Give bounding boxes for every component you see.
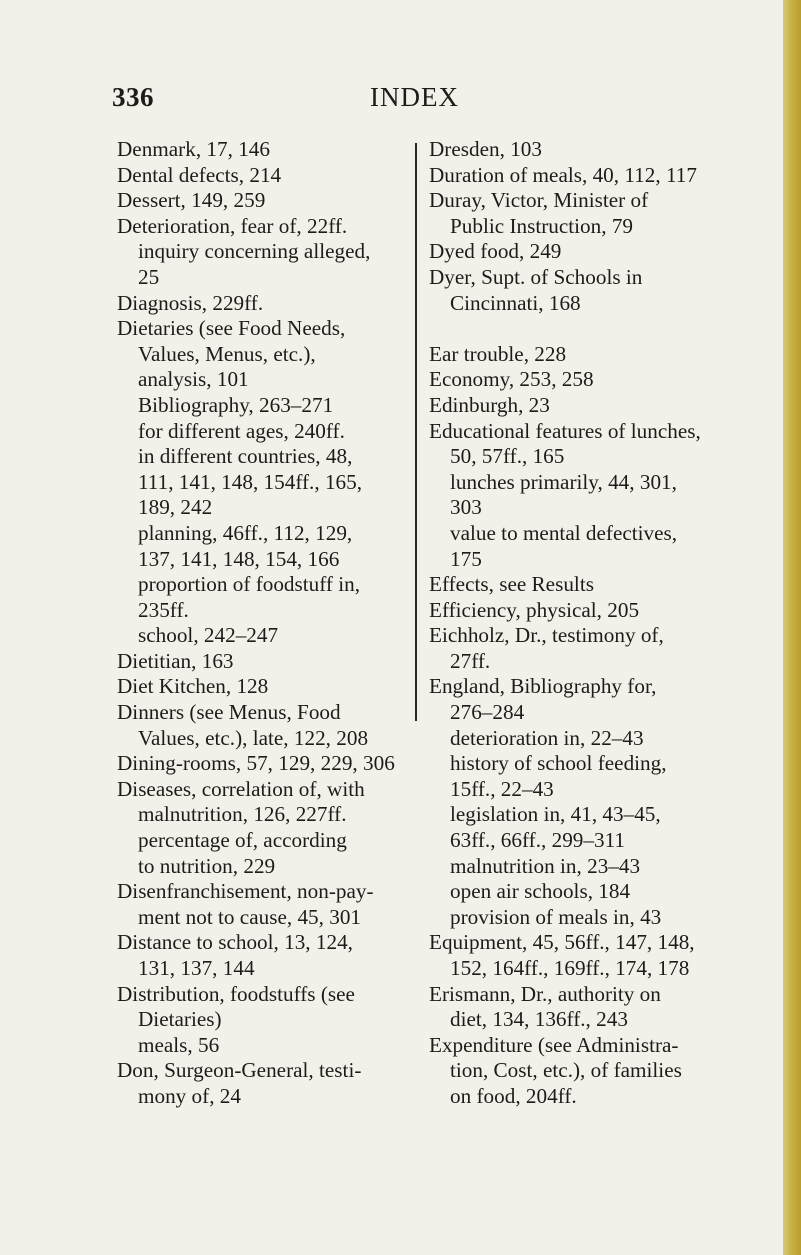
index-column-left — [117, 137, 400, 1110]
index-entry: Dresden, 103 — [429, 137, 542, 161]
index-subentry: Dietaries) — [138, 1007, 222, 1032]
index-subentry: deterioration in, 22–43 — [450, 725, 644, 750]
index-column-right — [429, 137, 717, 1110]
index-subentry: school, 242–247 — [138, 623, 279, 648]
index-subentry: mony of, 24 — [138, 1083, 241, 1108]
index-entry: Distribution, foodstuffs (see — [117, 981, 355, 1006]
index-subentry: to nutrition, 229 — [138, 853, 276, 878]
index-subentry: diet, 134, 136ff., 243 — [450, 1007, 628, 1032]
index-subentry: malnutrition, 126, 227ff. — [138, 802, 347, 827]
index-subentry: 111, 141, 148, 154ff., 165, — [138, 469, 363, 494]
index-entry: Dietaries (see Food Needs, — [117, 316, 346, 341]
index-subentry: 152, 164ff., 169ff., 174, 178 — [450, 956, 690, 980]
index-subentry: 50, 57ff., 165 — [450, 444, 565, 469]
index-subentry: 303 — [450, 495, 482, 520]
index-entry: Deterioration, fear of, 22ff. — [117, 213, 348, 238]
index-subentry: inquiry concerning alleged, — [138, 239, 371, 264]
index-subentry: meals, 56 — [138, 1032, 220, 1057]
index-entry: Equipment, 45, 56ff., 147, 148, — [429, 930, 695, 955]
index-subentry: 175 — [450, 546, 482, 571]
page-number: 336 — [112, 82, 154, 112]
index-subentry: Values, Menus, etc.), — [138, 341, 316, 366]
index-entry: Dietitian, 163 — [117, 648, 234, 673]
index-subentry: for different ages, 240ff. — [138, 418, 345, 443]
index-entry: Economy, 253, 258 — [429, 367, 594, 392]
index-entry: England, Bibliography for, — [429, 674, 657, 699]
section-gap — [429, 316, 717, 342]
index-subentry: 27ff. — [450, 648, 491, 673]
page-header — [0, 82, 801, 112]
index-entry: Eichholz, Dr., testimony of, — [429, 623, 664, 648]
index-entry: Diet Kitchen, 128 — [117, 674, 269, 699]
index-subentry: Cincinnati, 168 — [450, 290, 581, 315]
index-subentry: analysis, 101 — [138, 367, 249, 392]
index-subentry: on food, 204ff. — [450, 1083, 577, 1108]
column-divider — [415, 143, 417, 721]
index-subentry: in different countries, 48, — [138, 444, 353, 469]
running-title: INDEX — [370, 82, 459, 112]
index-entry: Denmark, 17, 146 — [117, 137, 270, 161]
index-subentry: percentage of, according — [138, 828, 347, 853]
index-subentry: 63ff., 66ff., 299–311 — [450, 828, 625, 853]
index-entry: Dental defects, 214 — [117, 162, 282, 187]
index-entry: Dining-rooms, 57, 129, 229, 306 — [117, 751, 395, 776]
index-subentry: provision of meals in, 43 — [450, 904, 662, 929]
index-entry: Ear trouble, 228 — [429, 341, 567, 366]
index-subentry: 25 — [138, 264, 160, 289]
index-entry: Edinburgh, 23 — [429, 392, 550, 417]
index-entry: Diagnosis, 229ff. — [117, 290, 264, 315]
index-subentry: malnutrition in, 23–43 — [450, 853, 641, 878]
index-entry: Dyed food, 249 — [429, 239, 562, 264]
index-subentry: proportion of foodstuff in, — [138, 572, 361, 597]
index-entry: Dyer, Supt. of Schools in — [429, 264, 643, 289]
index-entry: Expenditure (see Administra- — [429, 1032, 679, 1057]
index-subentry: Values, etc.), late, 122, 208 — [138, 725, 369, 750]
index-subentry: Public Instruction, 79 — [450, 213, 634, 238]
index-entry: Diseases, correlation of, with — [117, 776, 365, 801]
index-entry: Efficiency, physical, 205 — [429, 597, 640, 622]
index-entry: Educational features of lunches, — [429, 418, 701, 443]
index-entry: Dessert, 149, 259 — [117, 188, 266, 213]
page-edge — [783, 0, 801, 1255]
index-subentry: 189, 242 — [138, 495, 213, 520]
index-subentry: planning, 46ff., 112, 129, — [138, 520, 353, 545]
index-entry: Duration of meals, 40, 112, 117 — [429, 162, 697, 187]
index-subentry: 137, 141, 148, 154, 166 — [138, 546, 340, 571]
index-entry: Distance to school, 13, 124, — [117, 930, 353, 955]
index-entry: Erismann, Dr., authority on — [429, 981, 661, 1006]
index-subentry: 131, 137, 144 — [138, 956, 255, 980]
index-subentry: history of school feeding, — [450, 751, 667, 776]
index-subentry: 276–284 — [450, 700, 525, 725]
index-entry: Dinners (see Menus, Food — [117, 700, 341, 725]
index-subentry: tion, Cost, etc.), of families — [450, 1058, 682, 1083]
index-entry: Don, Surgeon-General, testi- — [117, 1058, 362, 1083]
index-entry: Effects, see Results — [429, 572, 594, 597]
index-subentry: open air schools, 184 — [450, 879, 631, 904]
index-subentry: 235ff. — [138, 597, 189, 622]
index-subentry: value to mental defectives, — [450, 520, 678, 545]
index-subentry: 15ff., 22–43 — [450, 776, 554, 801]
index-entry: Duray, Victor, Minister of — [429, 188, 649, 213]
index-subentry: Bibliography, 263–271 — [138, 392, 334, 417]
index-subentry: ment not to cause, 45, 301 — [138, 904, 362, 929]
index-subentry: legislation in, 41, 43–45, — [450, 802, 661, 827]
index-entry: Disenfranchisement, non-pay- — [117, 879, 374, 904]
index-subentry: lunches primarily, 44, 301, — [450, 469, 677, 494]
